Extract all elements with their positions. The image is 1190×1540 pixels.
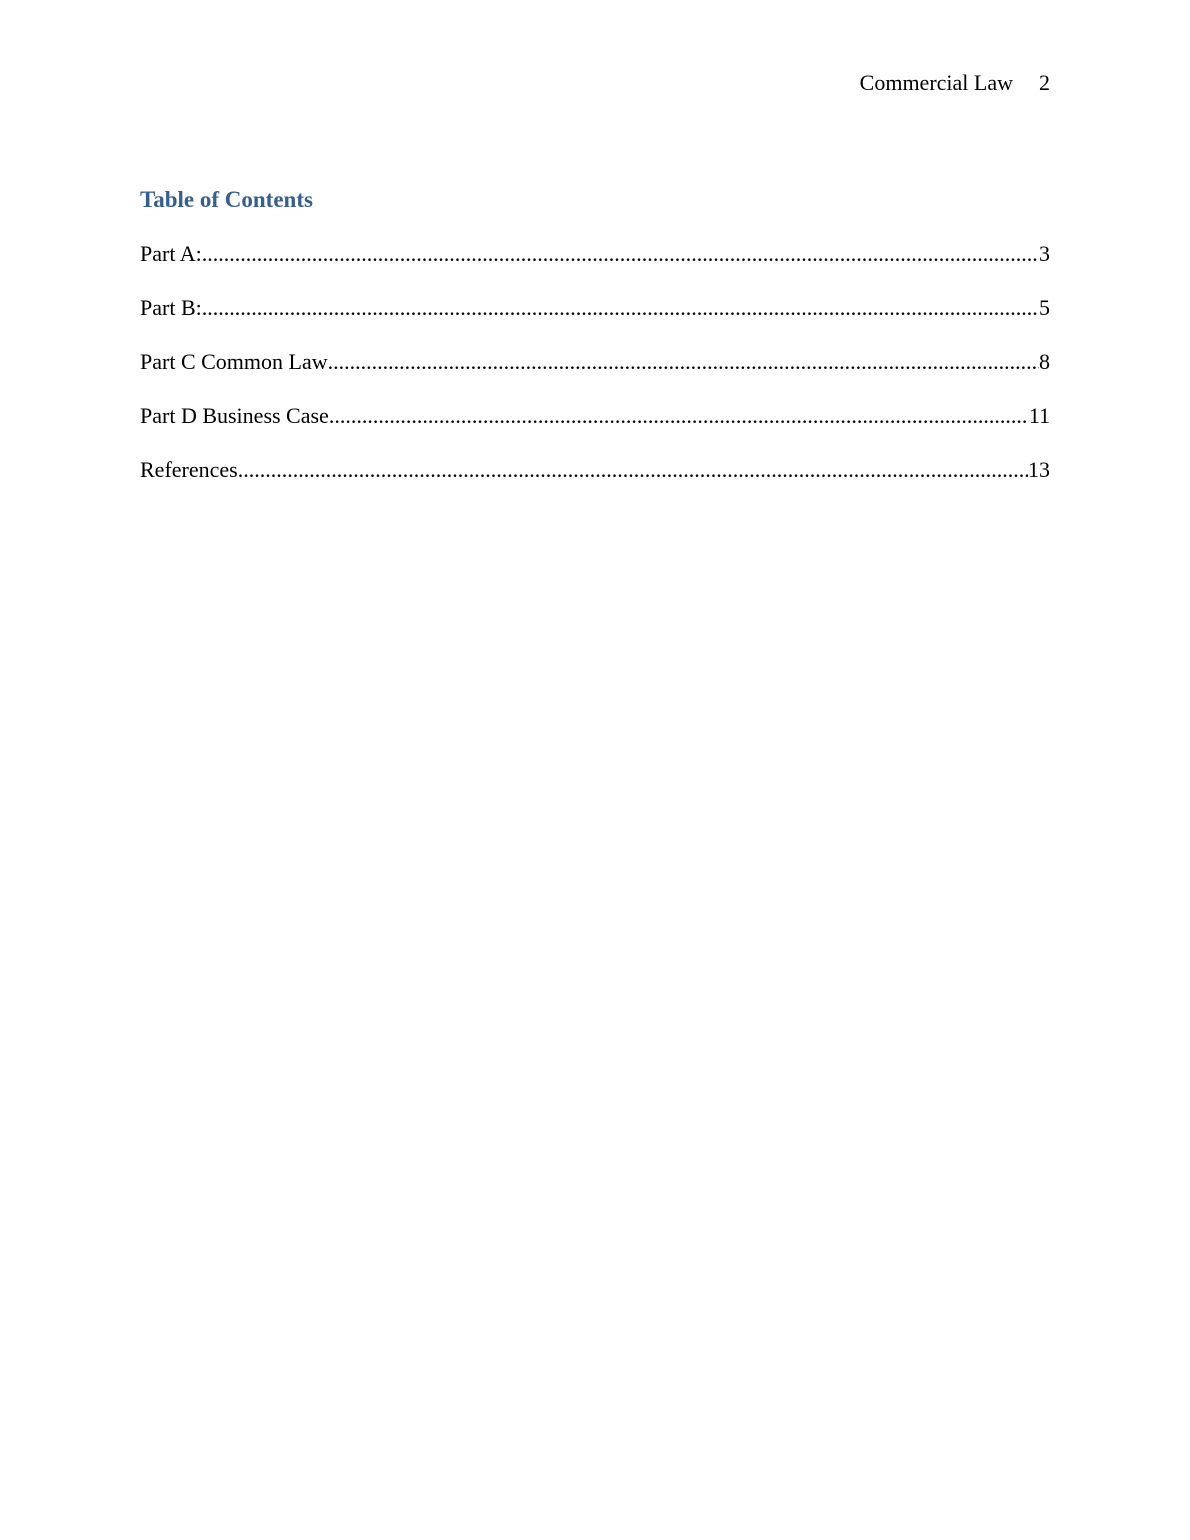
toc-entry-page: 13 <box>1028 457 1050 482</box>
toc-entry-page: 11 <box>1028 403 1050 428</box>
toc-entry-label: References <box>140 457 238 482</box>
running-header <box>140 69 1050 97</box>
toc-entry-label: Part B: <box>140 295 202 320</box>
toc-list <box>140 240 1050 510</box>
toc-heading: Table of Contents <box>140 187 313 212</box>
toc-entry-part-d[interactable] <box>140 402 1050 456</box>
header-page-number: 2 <box>1039 70 1050 95</box>
dot-leader <box>202 240 1039 268</box>
toc-entry-label: Part A: <box>140 241 202 266</box>
toc-entry-page: 5 <box>1039 295 1050 320</box>
dot-leader <box>238 456 1028 484</box>
toc-entry-part-a[interactable] <box>140 240 1050 294</box>
toc-entry-references[interactable] <box>140 456 1050 510</box>
toc-entry-part-c[interactable] <box>140 348 1050 402</box>
running-header-title: Commercial Law <box>859 70 1013 95</box>
toc-entry-page: 3 <box>1039 241 1050 266</box>
dot-leader <box>329 402 1029 430</box>
toc-entry-label: Part C Common Law <box>140 349 328 374</box>
toc-entry-part-b[interactable] <box>140 294 1050 348</box>
dot-leader <box>202 294 1039 322</box>
toc-entry-label: Part D Business Case <box>140 403 329 428</box>
toc-entry-page: 8 <box>1039 349 1050 374</box>
dot-leader <box>328 348 1039 376</box>
